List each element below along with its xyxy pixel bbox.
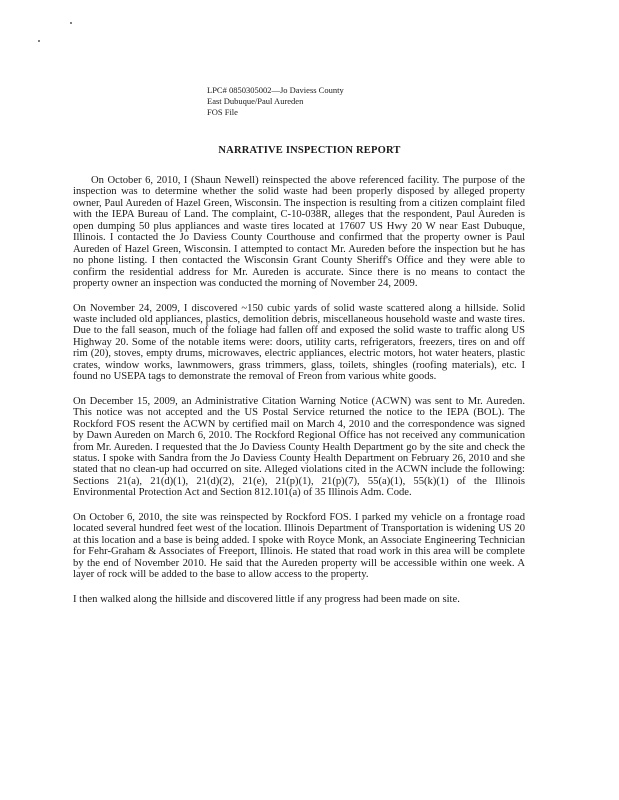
paragraph-hillside: I then walked along the hillside and discovered little if any progress had been made on site. — [73, 593, 460, 605]
file-site-line: East Dubuque/Paul Aureden — [207, 96, 304, 106]
paragraph-purpose: On October 6, 2010, I (Shaun Newell) reinspected the above referenced facility. The purpose of the inspection was to determine whether the solid waste had been properly disposed by alleged property owner, Paul Aureden of Hazel Green, Wisconsin. The inspection is resulting from a citizen complaint filed with the IEPA Bureau of Land. The complaint, C-10-038R, alleges that the respondent, Paul Aureden is open dumping 50 plus appliances and waste tires located at 17607 US Hwy 20 W near East Dubuque, Illinois. I contacted the Jo Daviess County Courthouse and confirmed that the property owner is Paul Aureden of Hazel Green, Wisconsin. I attempted to contact Mr. Aureden before the inspection but he has no phone listing. I then contacted the Wisconsin Grant County Sheriff's Office and they were able to confirm the residential address for Mr. Aureden is accurate. Since there is no means to contact the property owner an inspection was conducted the morning of November 24, 2009. — [73, 175, 525, 290]
scan-speck — [70, 22, 72, 24]
report-title: NARRATIVE INSPECTION REPORT — [218, 145, 401, 156]
scan-speck — [38, 40, 40, 42]
paragraph-december-2009: On December 15, 2009, an Administrative Citation Warning Notice (ACWN) was sent to Mr. Aureden. This notice was not accepted and the US Postal Service returned the notice to the IEPA (BOL). The Rockford FOS resent the ACWN by certified mail on March 4, 2010 and the correspondence was signed by Dawn Aureden on March 6, 2010. The Rockford Regional Office has not received any communication from Mr. Aureden. I requested that the Jo Daviess County Health Department go by the site and check the status. I spoke with Sandra from the Jo Daviess County Health Department on February 26, 2010 and she stated that no clean-up had occurred on site. Alleged violations cited in the ACWN include the following: Sections 21(a), 21(d)(1), 21(d)(2), 21(e), 21(p)(1), 21(p)(7), 55(a)(1), 55(k)(1) of the Illinois Environmental Protection Act and Section 812.101(a) of 35 Illinois Adm. Code. — [73, 395, 525, 499]
file-reference-line: LPC# 0850305002—Jo Daviess County — [207, 85, 344, 95]
file-type-line: FOS File — [207, 107, 238, 117]
paragraph-october-2010: On October 6, 2010, the site was reinspected by Rockford FOS. I parked my vehicle on a frontage road located several hundred feet west of the location. Illinois Department of Transportation is widening US 20 at this location and a base is being added. I spoke with Royce Monk, an Associate Engineering Technician for Fehr-Graham & Associates of Freeport, Illinois. He stated that road work in this area will be complete by the end of November 2010. He said that the Aureden property will be accessible within one week. A layer of rock will be added to the base to allow access to the property. — [73, 511, 525, 581]
paragraph-november-2009: On November 24, 2009, I discovered ~150 cubic yards of solid waste scattered along a hillside. Solid waste included old appliances, plastics, demolition debris, miscellaneous household waste and waste tires. Due to the fall season, much of the foliage had fallen off and exposed the solid waste to traffic along US Highway 20. Some of the notable items were: doors, utility carts, refrigerators, freezers, tires on and off rim (20), stoves, empty drums, microwaves, electric appliances, electric motors, hot water heaters, plastic crates, window works, lawnmowers, grass trimmers, glass, toilets, shingles (roofing materials), etc. I found no USEPA tags to demonstrate the removal of Freon from various white goods. — [73, 302, 525, 383]
file-reference-header — [207, 85, 344, 118]
report-body — [73, 175, 525, 618]
